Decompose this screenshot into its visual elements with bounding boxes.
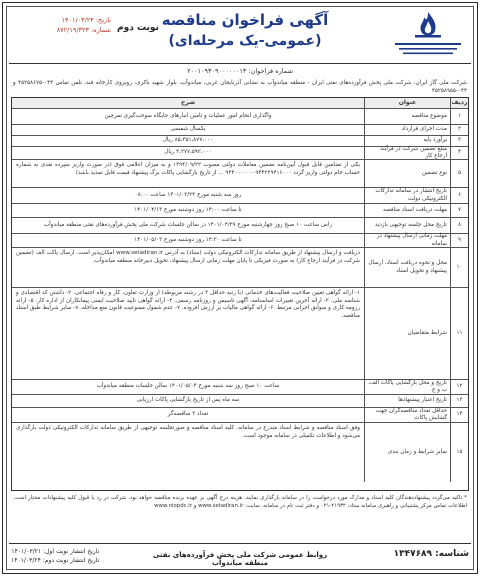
row-number: ۵ [450, 160, 468, 187]
row-title: مهلت زمانی ارسال پیشنهاد در سامانه [364, 234, 450, 247]
row-number: ۱ [450, 109, 468, 124]
row-number: ۳ [450, 136, 468, 146]
row-value: تا ساعت ۱۴:۳۰ روز دوشنبه مورخ ۱۴۰۱/۰۵/۰۳ [134, 236, 242, 243]
publish-date-second: تاریخ انتشار نوبت دوم: ۱۴۰۱/۰۳/۲۴ [11, 557, 100, 564]
row-number: ۲ [450, 125, 468, 135]
row-title: تاریخ انتشار در سامانه تدارکات الکترونیکی دولت [364, 188, 450, 203]
row-number: ۹ [450, 234, 468, 247]
row-value: تا ساعت ۱۴:۰۰ روز دوشنبه مورخ ۱۴۰۱/۰۴/۱۳ [134, 206, 242, 213]
logo-wordmark-icon [389, 40, 467, 60]
row-title: سایر شرایط و زمان بندی [364, 423, 450, 482]
row-title: مهلت دریافت اسناد مناقصه [364, 204, 450, 217]
footer-divider [9, 543, 471, 544]
table-row [12, 109, 468, 125]
table-header-row [12, 98, 468, 109]
publish-dates [11, 547, 99, 565]
row-number: ۱۰ [450, 248, 468, 287]
row-value: راس ساعت ۱۰ صبح روز چهارشنبه مورخ ۱۴۰۱/۰۴/۲۹ در سالن جلسات شرکت ملی پخش فرآورده‌های نفتی منطقه میاندوآب [43, 221, 333, 228]
publish-date-first: تاریخ انتشار نوبت اول: ۱۴۰۱/۰۳/۲۱ [11, 548, 100, 555]
table-row [12, 288, 468, 380]
table-row [12, 218, 468, 234]
row-number: ۱۳ [450, 395, 468, 407]
row-number: ۱۲ [450, 380, 468, 394]
table-row [12, 423, 468, 482]
number-label: شماره: ۸۷۲/۱۹/۳۲۳ [56, 26, 111, 34]
row-value: ۴،۲۷۷،۵۹۲،۰۰۰ ریال [164, 149, 212, 156]
row-value: دریافت و ارسال پیشنهاد از طریق سامانه تدارکات الکترونیکی دولت (ستاد) به آدرس www.setadiran.ir امکان‌پذیر است. ارسال پاکت الف (تضمین شرکت در فرآیند ارجاع کار) به صورت فیزیکی تا پایان مهلت زمانی ارسال پیشنهاد، تحویل دبیرخانه منطقه میاندوآب. [16, 250, 360, 264]
row-title: محل و نحوه دریافت اسناد، ارسال پیشنهاد و تحویل اسناد [364, 248, 450, 287]
table-row [12, 188, 468, 204]
table-row [12, 248, 468, 288]
date-number-box [15, 15, 111, 35]
table-row [12, 234, 468, 248]
conditions-table [11, 97, 469, 491]
row-value: تعداد ۳ مناقصه‌گر [167, 411, 209, 418]
footer [11, 547, 469, 569]
notice-id: شناسه: ۱۳۴۷۶۸۹ [393, 549, 469, 559]
header [9, 9, 471, 61]
title-block [129, 9, 361, 61]
table-row [12, 204, 468, 218]
row-value: وفق اسناد مناقصه و شرایط اسناد مندرج در سامانه. کلیه اسناد مناقصه و صورتجلسه توجیهی از طریق سامانه تدارکات الکترونیکی دولت بارگذاری می‌شود و اطلاعات تکمیلی در سامانه موجود است. [16, 425, 360, 439]
row-number: ۱۴ [450, 408, 468, 422]
row-number: ۴ [450, 147, 468, 159]
publisher-org: روابط عمومی شرکت ملی پخش فرآورده‌های نفتی منطقه میاندوآب [152, 551, 328, 567]
flame-logo-icon [411, 11, 445, 39]
notes-paragraph: * تاکید می‌گردد پیشنهاددهندگان کلیه اسناد و مدارک مورد درخواست را در سامانه بارگذاری نمایند. هزینه درج آگهی بر عهده برنده مناقصه خواهد بود. شرکت در رد یا قبول کلیه پیشنهادات مختار است. اطلاعات تماس مرکز پشتیبانی و راهبری سامانه ستاد: ۴۱۹۳۴-۰۲۱ و دفتر ثبت نام در سامانه. سایت: www.setadiran.ir و www.niopdc.ir [13, 495, 467, 509]
row-number: ۷ [450, 204, 468, 217]
row-title: شرایط متقاضیان [364, 288, 450, 379]
company-logo [389, 11, 467, 59]
row-value: ۸۵،۳۵۱،۸۷۷،۰۰۰ ریال [162, 137, 214, 144]
table-row [12, 147, 468, 160]
intro-paragraph: شرکت ملی گاز ایران، شرکت ملی پخش فرآورده‌های نفتی ایران - منطقه میاندوآب به نشانی آذربایجان غربی، میاندوآب، بلوار شهید باکری، روبروی کارخانه قند، تلفن تماس ۰۴۴-۴۵۲۵۸۶۷۵ و ۰۴۴-۴۵۲۵۸۹۵۵ [13, 80, 467, 94]
row-title: مدت اجرای قرارداد [364, 125, 450, 135]
row-title: برآورد پایه [364, 136, 450, 146]
row-title: عنوان [364, 98, 450, 108]
table-row [12, 380, 468, 395]
row-title: موضوع مناقصه [364, 109, 450, 124]
row-number: ۱۱ [450, 288, 468, 379]
row-value: شرح [12, 98, 364, 108]
tender-reference: شماره فراخوان: ۲۰۰۱۰۹۳۰۹۰۰۰۰۰۰۱۳ [187, 67, 293, 75]
row-title: حداقل تعداد مناقصه‌گران جهت گشایش پاکات [364, 408, 450, 422]
notice-page [2, 2, 478, 574]
row-value: یکی از تضامین قابل قبول آیین‌نامه تضمین معاملات دولتی مصوب ۱۳۹۴/۰۹/۲۲ و به میزان اعلامی فوق (در صورت واریز سپرده نقدی به شماره حساب جام دولتی واریز گردد ۹۴۴۰۰۰۰۰۰۰۹۴۴۲۲۹۴۱۶۰۰۰ ... از تاریخ بازگشایی پاکات برگ پیشنهاد قیمت قابل تمدید باشد) [16, 162, 360, 176]
table-row [12, 125, 468, 136]
row-number: ۶ [450, 188, 468, 203]
header-divider [9, 63, 471, 64]
row-value: واگذاری انجام امور عملیات و تامین انبارهای جایگاه سوخت‌گیری تمرچین [104, 112, 272, 119]
row-number: ردیف [451, 99, 468, 107]
row-title: تاریخ و محل بازگشایی پاکات الف، ب و ج [364, 380, 450, 394]
row-title: نوع تضمین [364, 160, 450, 187]
notice-title: آگهی فراخوان مناقصه [161, 11, 329, 29]
row-title: مبلغ تضمین شرکت در فرآیند ارجاع کار [364, 147, 450, 159]
row-value: یکسال شمسی [170, 126, 206, 133]
date-label: تاریخ: ۱۴۰۱/۰۳/۲۴ [61, 16, 111, 24]
row-value: روز سه شنبه مورخ ۱۴۰۱/۰۳/۲۴ ساعت ۰۸:۰۰ [134, 191, 242, 198]
row-title: تاریخ اعتبار پیشنهادها [364, 395, 450, 407]
row-value: ۱- ارائه گواهی تعیین صلاحیت فعالیت‌های خدماتی (با رتبه حداقل ۳ در رشته مربوطه) از وزارت تعاون، کار و رفاه اجتماعی. ۲- داشتن کد اقتصادی و شناسه ملی. ۳- ارائه آخرین تغییرات اساسنامه، آگهی تاسیس و روزنامه رسمی. ۴- ارائه گواهی تایید صلاحیت ایمنی پیمانکاران از اداره کار. ۵- ارائه رزومه کاری و سوابق اجرایی مرتبط. ۶- ارائه گواهی مالیات بر ارزش افزوده. ۷- عدم شمول ممنوعیت قانون منع مداخله. ۸- سایر شرایط طبق اسناد مناقصه. [16, 290, 361, 319]
table-row [12, 160, 468, 188]
row-value: سه ماه پس از تاریخ بازگشایی پاکات ارزیابی [136, 397, 240, 404]
notice-subtitle: (عمومی-یک مرحله‌ای) [168, 33, 322, 49]
row-number: ۱۵ [450, 423, 468, 482]
table-row [12, 395, 468, 408]
row-value: ساعت ۱۰ صبح روز سه شنبه مورخ ۱۴۰۱/۰۵/۰۴ سالن جلسات منطقه میاندوآب [96, 383, 280, 390]
row-title: تاریخ محل جلسه توجیهی بازدید [364, 218, 450, 233]
table-row [12, 408, 468, 423]
round-label: نوبت دوم [117, 23, 159, 33]
row-number: ۸ [450, 218, 468, 233]
